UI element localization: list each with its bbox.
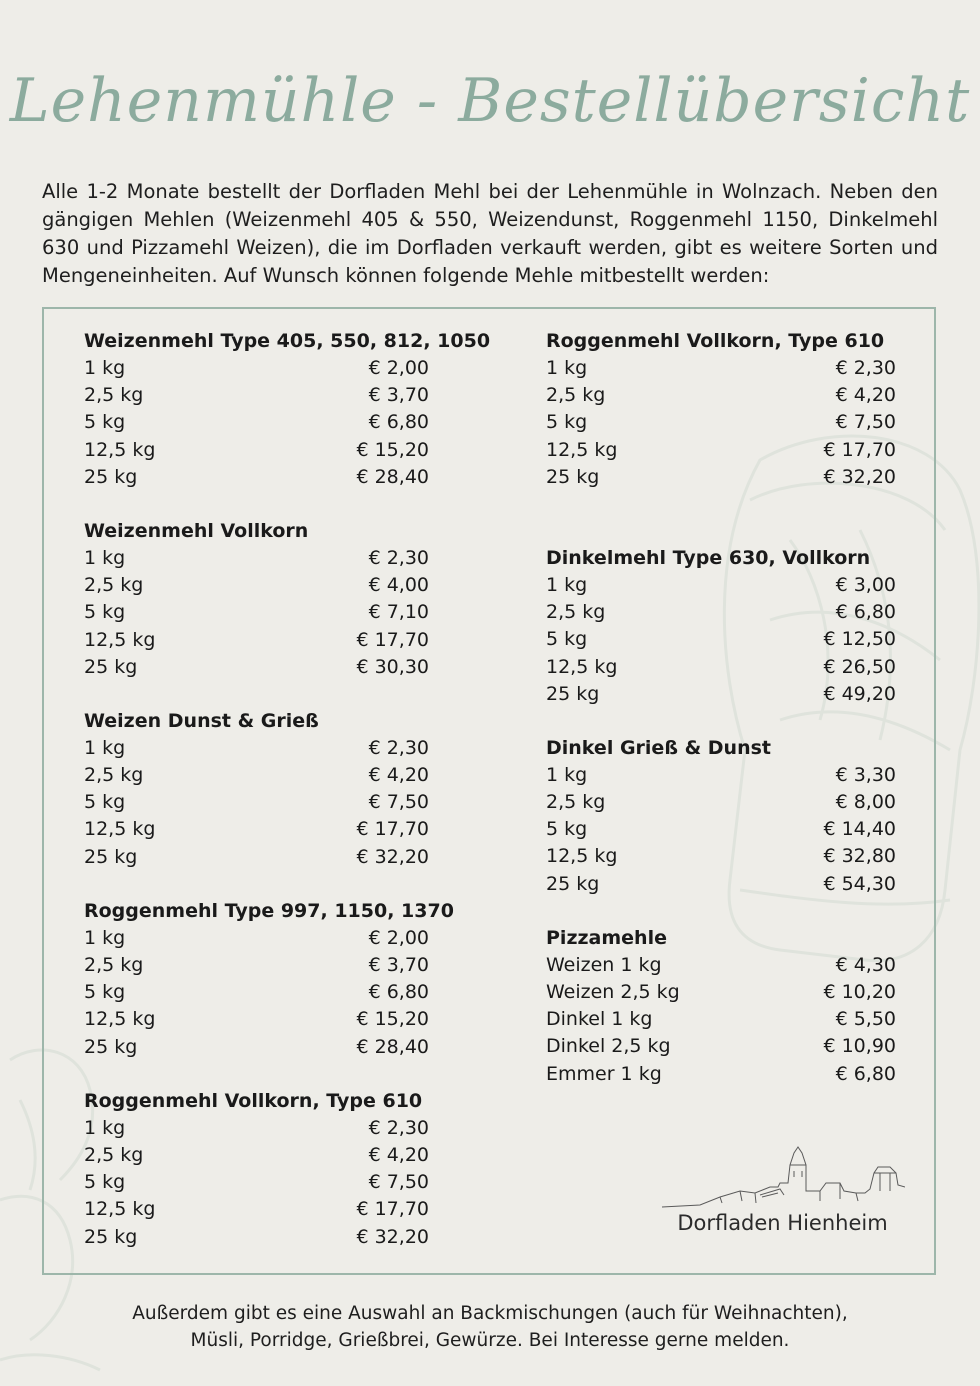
price: € 6,80 [368, 411, 429, 434]
price: € 3,70 [368, 384, 429, 407]
price-row [84, 654, 429, 681]
quantity: 1 kg [84, 926, 126, 949]
price-row [546, 789, 896, 816]
price-row [84, 1006, 429, 1033]
price-row [84, 1169, 429, 1196]
quantity: 1 kg [84, 1116, 126, 1139]
price-row [84, 545, 429, 572]
quantity: 1 kg [546, 763, 588, 786]
price: € 6,80 [368, 981, 429, 1004]
price-row [546, 1061, 896, 1088]
footer-line: Außerdem gibt es eine Auswahl an Backmischungen (auch für Weihnachten), [132, 1303, 848, 1324]
price: € 17,70 [823, 438, 896, 461]
quantity: 5 kg [546, 411, 588, 434]
price-row [546, 572, 896, 599]
quantity: 12,5 kg [546, 845, 618, 868]
price-row [84, 925, 429, 952]
price-row [546, 681, 896, 708]
price: € 10,20 [823, 981, 896, 1003]
price: € 14,40 [823, 818, 896, 841]
footer-note [0, 1300, 980, 1354]
price: € 7,10 [368, 601, 429, 624]
quantity: 12,5 kg [84, 1008, 156, 1031]
price-row [546, 871, 896, 898]
price-section [84, 708, 429, 871]
quantity: 2,5 kg [84, 954, 144, 976]
section-title: Weizenmehl Vollkorn [84, 519, 309, 542]
section-title: Weizenmehl Type 405, 550, 812, 1050 [84, 330, 491, 352]
price-row [546, 464, 896, 491]
price: € 15,20 [356, 1008, 429, 1031]
price-row [546, 409, 896, 436]
quantity: Weizen 1 kg [546, 953, 662, 976]
price-row [84, 844, 429, 871]
quantity: 2,5 kg [84, 764, 144, 787]
price-row [84, 382, 429, 409]
price: € 8,00 [835, 791, 896, 814]
price-section [546, 328, 896, 491]
quantity: 1 kg [84, 736, 126, 759]
price-row [84, 599, 429, 626]
section-title: Weizen Dunst & Grieß [84, 709, 319, 732]
price: € 2,30 [368, 1116, 429, 1139]
quantity: 2,5 kg [84, 384, 144, 407]
quantity: 25 kg [84, 1225, 138, 1248]
price-row [84, 762, 429, 789]
price-row [84, 1142, 429, 1169]
price-row [546, 816, 896, 843]
price: € 3,30 [835, 763, 896, 786]
price-row [84, 437, 429, 464]
quantity: 12,5 kg [84, 438, 156, 461]
price: € 49,20 [823, 682, 896, 705]
price-row [84, 1034, 429, 1061]
price: € 2,30 [835, 357, 896, 379]
price: € 32,80 [823, 845, 896, 868]
footer-line: Müsli, Porridge, Grießbrei, Gewürze. Bei Interesse gerne melden. [190, 1330, 790, 1351]
price-row [546, 843, 896, 870]
price: € 6,80 [835, 601, 896, 624]
price-row [546, 382, 896, 409]
price-row [546, 599, 896, 626]
price-row [84, 409, 429, 436]
page-title: Lehenmühle - Bestellübersicht [9, 66, 971, 136]
price: € 32,20 [823, 465, 896, 488]
price: € 17,70 [356, 818, 429, 841]
price: € 5,50 [835, 1008, 896, 1031]
price: € 32,20 [356, 1225, 429, 1248]
right-column [546, 328, 896, 1088]
quantity: 25 kg [546, 465, 600, 488]
quantity: 12,5 kg [546, 655, 618, 678]
quantity: 12,5 kg [546, 438, 618, 461]
price: € 3,00 [835, 573, 896, 596]
section-title: Roggenmehl Vollkorn, Type 610 [546, 330, 885, 352]
quantity: 25 kg [84, 465, 138, 488]
quantity: 25 kg [84, 655, 138, 678]
quantity: 1 kg [546, 573, 588, 596]
quantity: Dinkel 1 kg [546, 1008, 653, 1031]
quantity: Weizen 2,5 kg [546, 981, 680, 1003]
price-row [84, 355, 429, 382]
price-row [546, 952, 896, 979]
quantity: 5 kg [546, 628, 588, 651]
price-row [84, 572, 429, 599]
price-row [546, 654, 896, 681]
quantity: 1 kg [84, 357, 126, 379]
price-row [84, 952, 429, 979]
intro-paragraph: Alle 1-2 Monate bestellt der Dorfladen Mehl bei der Lehenmühle in Wolnzach. Neben den gängigen Mehlen (Weizenmehl 405 & 550, Weizendunst, Roggenmehl 1150, Dinkelmehl 630 und Pizzamehl Weizen), die im Dorfladen verkauft werden, gibt es weitere Sorten und Mengeneinheiten. Auf Wunsch können folgende Mehle mitbestellt werden: [42, 180, 938, 287]
quantity: 1 kg [84, 546, 126, 569]
quantity: 2,5 kg [84, 1143, 144, 1166]
price: € 2,30 [368, 546, 429, 569]
price-row [84, 464, 429, 491]
price-section [84, 518, 429, 681]
quantity: 25 kg [84, 1035, 138, 1058]
quantity: 5 kg [546, 818, 588, 841]
price-row [84, 789, 429, 816]
price: € 10,90 [823, 1035, 896, 1058]
price-row [546, 1033, 896, 1060]
price: € 26,50 [823, 655, 896, 678]
price: € 2,00 [368, 357, 429, 379]
price-row [84, 816, 429, 843]
left-column [84, 328, 491, 1251]
price: € 2,00 [368, 926, 429, 949]
quantity: 12,5 kg [84, 1198, 156, 1221]
price-row [546, 437, 896, 464]
price: € 17,70 [356, 1198, 429, 1221]
price-section [84, 1088, 429, 1251]
price: € 3,70 [368, 954, 429, 976]
quantity: 2,5 kg [546, 384, 606, 407]
price: € 12,50 [823, 628, 896, 651]
price: € 6,80 [835, 1062, 896, 1085]
section-title: Dinkelmehl Type 630, Vollkorn [546, 546, 871, 569]
quantity: 25 kg [546, 682, 600, 705]
section-title: Dinkel Grieß & Dunst [546, 736, 771, 759]
price-section [546, 735, 896, 898]
price: € 4,20 [368, 764, 429, 787]
logo-wordmark: Dorfladen Hienheim [677, 1211, 888, 1235]
quantity: 2,5 kg [546, 601, 606, 624]
price: € 30,30 [356, 655, 429, 678]
quantity: 25 kg [84, 845, 138, 868]
section-title: Pizzamehle [546, 926, 667, 949]
price: € 4,20 [835, 384, 896, 407]
price: € 4,00 [368, 574, 429, 597]
price: € 17,70 [356, 628, 429, 651]
price: € 7,50 [368, 1171, 429, 1194]
price: € 28,40 [356, 1035, 429, 1058]
price-row [84, 979, 429, 1006]
price: € 32,20 [356, 845, 429, 868]
quantity: Emmer 1 kg [546, 1062, 662, 1085]
price-row [84, 1196, 429, 1223]
price-row [546, 355, 896, 382]
quantity: 5 kg [84, 601, 126, 624]
quantity: 25 kg [546, 872, 600, 895]
price-row [546, 979, 896, 1006]
price: € 2,30 [368, 736, 429, 759]
price: € 28,40 [356, 465, 429, 488]
price: € 4,30 [835, 953, 896, 976]
price-row [84, 1224, 429, 1251]
quantity: 12,5 kg [84, 818, 156, 841]
price: € 7,50 [835, 411, 896, 434]
price: € 54,30 [823, 872, 896, 895]
price-row [546, 1006, 896, 1033]
quantity: Dinkel 2,5 kg [546, 1035, 671, 1058]
quantity: 5 kg [84, 411, 126, 434]
section-title: Roggenmehl Vollkorn, Type 610 [84, 1089, 423, 1112]
price-section [84, 898, 454, 1061]
price-section [84, 328, 491, 491]
quantity: 5 kg [84, 791, 126, 814]
section-title: Roggenmehl Type 997, 1150, 1370 [84, 899, 454, 922]
quantity: 2,5 kg [546, 791, 606, 814]
price-row [84, 627, 429, 654]
price-row [84, 735, 429, 762]
quantity: 5 kg [84, 1171, 126, 1194]
price-row [546, 762, 896, 789]
quantity: 12,5 kg [84, 628, 156, 651]
price: € 15,20 [356, 438, 429, 461]
price: € 7,50 [368, 791, 429, 814]
price-row [84, 1115, 429, 1142]
quantity: 2,5 kg [84, 574, 144, 597]
price-section [546, 925, 896, 1088]
price: € 4,20 [368, 1143, 429, 1166]
quantity: 1 kg [546, 357, 588, 379]
price-row [546, 626, 896, 653]
quantity: 5 kg [84, 981, 126, 1004]
price-section [546, 545, 896, 708]
